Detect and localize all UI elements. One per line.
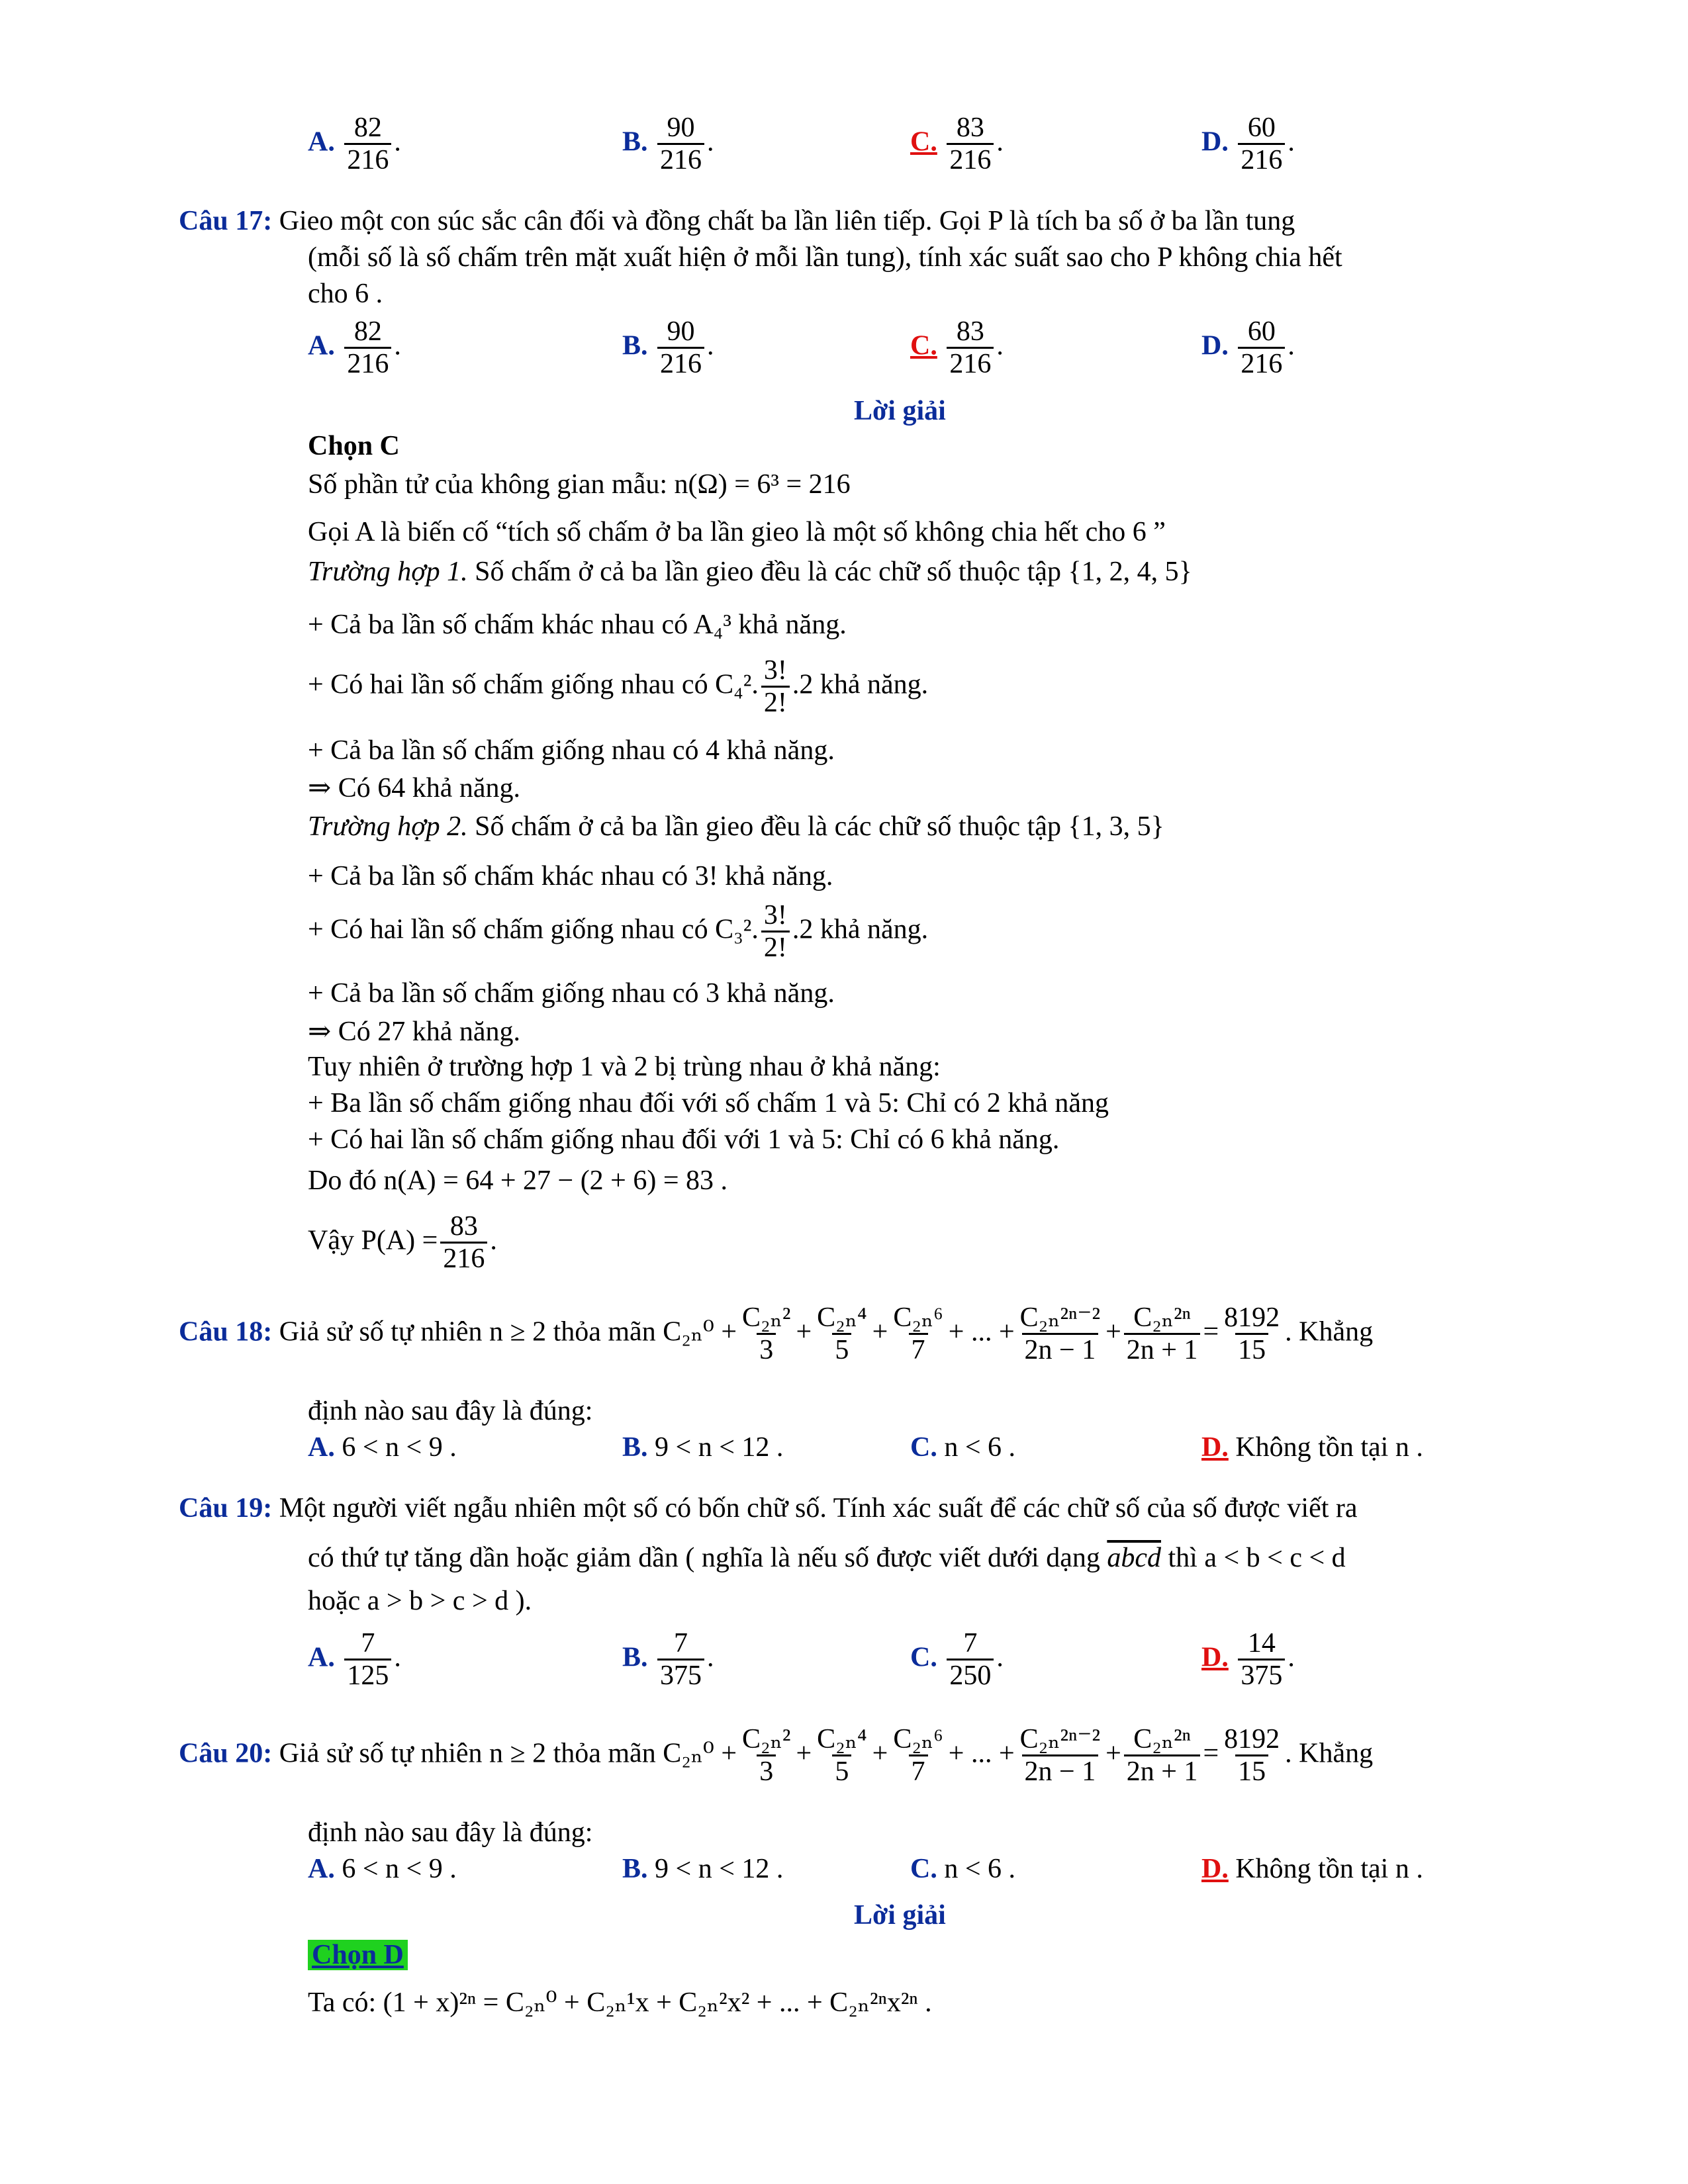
fraction: $\frac{90}{216}$ [657, 316, 704, 379]
q18-line-2: định nào sau đây là đúng: [308, 1396, 593, 1426]
solution-line: + Có hai lần số chấm giống nhau đối với 1 và 5: Chỉ có 6 khả năng. [308, 1124, 1060, 1155]
fraction: $\frac{60}{216}$ [1238, 113, 1285, 175]
q16-option-d[interactable]: D. $\frac{60}{216}$ . [1201, 113, 1295, 176]
q17-option-d[interactable]: D. $\frac{60}{216}$ . [1201, 316, 1295, 380]
question-label: Câu 17: [179, 206, 273, 236]
q20-option-d[interactable]: D. Không tồn tại n . [1201, 1854, 1423, 1884]
answer-choice: Chọn D [308, 1939, 408, 1971]
fraction: $\frac{3!}{2!}$ [761, 655, 790, 718]
fraction: $\frac{7}{250}$ [947, 1628, 994, 1691]
q19-option-d[interactable]: D. $\frac{14}{375}$ . [1201, 1628, 1295, 1692]
fraction: $\frac{83}{216}$ [947, 113, 994, 175]
fraction: $\frac{\text{C₂ₙ²ⁿ⁻²}}{2n - 1}$ [1019, 1302, 1101, 1366]
q17-line-1: Câu 17: Gieo một con súc sắc cân đối và đồng chất ba lần liên tiếp. Gọi P là tích ba số ở ba lần tung [179, 206, 1295, 236]
solution-line: + Có hai lần số chấm giống nhau có C₃². $\frac{3!}{2!}$ .2 khả năng. [308, 900, 929, 964]
fraction: $\frac{82}{216}$ [344, 316, 391, 379]
solution-line: Do đó n(A) = 64 + 27 − (2 + 6) = 83 . [308, 1165, 728, 1196]
solution-line: + Cả ba lần số chấm khác nhau có 3! khả năng. [308, 861, 833, 891]
solution-line: Vậy P(A) = $\frac{83}{216}$ . [308, 1211, 497, 1275]
fraction: $\frac{\text{C₂ₙ⁴}}{5}$ [817, 1302, 867, 1366]
q16-option-b[interactable]: B. $\frac{90}{216}$ . [622, 113, 714, 176]
solution-line: ⇒ Có 64 khả năng. [308, 773, 520, 803]
solution-line: Trường hợp 2. Số chấm ở cả ba lần gieo đều là các chữ số thuộc tập {1, 3, 5} [308, 811, 1164, 842]
q18-option-d[interactable]: D. Không tồn tại n . [1201, 1432, 1423, 1463]
q17-option-c[interactable]: C. $\frac{83}{216}$ . [910, 316, 1004, 380]
fraction: $\frac{\text{C₂ₙ⁴}}{5}$ [817, 1724, 867, 1788]
solution-title: Lời giải [854, 396, 946, 426]
fraction: $\frac{83}{216}$ [440, 1211, 487, 1274]
q20-option-b[interactable]: B. 9 < n < 12 . [622, 1854, 784, 1884]
solution-line: Ta có: (1 + x)²ⁿ = C₂ₙ⁰ + C₂ₙ¹x + C₂ₙ²x² + ... + C₂ₙ²ⁿx²ⁿ . [308, 1987, 932, 2018]
solution-line: ⇒ Có 27 khả năng. [308, 1017, 520, 1047]
q19-option-b[interactable]: B. $\frac{7}{375}$ . [622, 1628, 714, 1692]
fraction: $\frac{90}{216}$ [657, 113, 704, 175]
solution-line: + Cả ba lần số chấm giống nhau có 3 khả năng. [308, 978, 835, 1009]
q17-option-a[interactable]: A. $\frac{82}{216}$ . [308, 316, 401, 380]
fraction: $\frac{\text{C₂ₙ²ⁿ}}{2n + 1}$ [1124, 1302, 1201, 1365]
fraction: $\frac{83}{216}$ [947, 316, 994, 379]
fraction: $\frac{\text{C₂ₙ²ⁿ⁻²}}{2n - 1}$ [1019, 1724, 1101, 1788]
q16-option-c[interactable]: C. $\frac{83}{216}$ . [910, 113, 1004, 176]
fraction: $\frac{3!}{2!}$ [761, 900, 790, 963]
q20-line-1: Câu 20: Giả sử số tự nhiên n ≥ 2 thỏa mãn C₂ₙ⁰ + $\frac{\text{C₂ₙ²}}{3}$ + $\frac{\text{C₂ₙ⁴}}{5}$ + $\frac{\text{C₂ₙ⁶}}{7}$ + ... + $\frac{\text{C₂ₙ²ⁿ⁻²}}{2n - 1}$ + $\frac{\text{C₂ₙ²ⁿ}}{2n + 1}$ = $\frac{8192}{15}$ . Khẳng [179, 1724, 1374, 1788]
fraction: $\frac{7}{125}$ [344, 1628, 391, 1691]
fraction: $\frac{14}{375}$ [1238, 1628, 1285, 1691]
fraction: $\frac{8192}{15}$ [1224, 1302, 1280, 1366]
solution-line: Số phần tử của không gian mẫu: n(Ω) = 6³ = 216 [308, 469, 851, 500]
fraction: $\frac{82}{216}$ [344, 113, 391, 175]
q20-line-2: định nào sau đây là đúng: [308, 1817, 593, 1848]
fraction: $\frac{\text{C₂ₙ²ⁿ}}{2n + 1}$ [1124, 1724, 1201, 1787]
fraction: $\frac{7}{375}$ [657, 1628, 704, 1691]
q18-option-b[interactable]: B. 9 < n < 12 . [622, 1432, 784, 1463]
answer-choice: Chọn C [308, 431, 400, 461]
q19-line-3: hoặc a > b > c > d ). [308, 1586, 532, 1616]
q17-line-3: cho 6 . [308, 279, 383, 309]
q20-option-c[interactable]: C. n < 6 . [910, 1854, 1016, 1884]
fraction: $\frac{\text{C₂ₙ²}}{3}$ [742, 1302, 791, 1366]
fraction: $\frac{\text{C₂ₙ⁶}}{7}$ [893, 1724, 943, 1788]
solution-line: + Ba lần số chấm giống nhau đối với số chấm 1 và 5: Chỉ có 2 khả năng [308, 1088, 1109, 1118]
q19-option-a[interactable]: A. $\frac{7}{125}$ . [308, 1628, 401, 1692]
q18-option-a[interactable]: A. 6 < n < 9 . [308, 1432, 457, 1463]
solution-line: Tuy nhiên ở trường hợp 1 và 2 bị trùng nhau ở khả năng: [308, 1052, 941, 1082]
fraction: $\frac{\text{C₂ₙ²}}{3}$ [742, 1724, 791, 1788]
solution-line: Gọi A là biến cố “tích số chấm ở ba lần gieo là một số không chia hết cho 6 ” [308, 517, 1166, 547]
q17-line-2: (mỗi số là số chấm trên mặt xuất hiện ở mỗi lần tung), tính xác suất sao cho P không chia hết [308, 242, 1342, 273]
fraction: $\frac{60}{216}$ [1238, 316, 1285, 379]
solution-line: + Cả ba lần số chấm giống nhau có 4 khả năng. [308, 735, 835, 766]
fraction: $\frac{\text{C₂ₙ⁶}}{7}$ [893, 1302, 943, 1366]
q19-line-1: Câu 19: Một người viết ngẫu nhiên một số có bốn chữ số. Tính xác suất để các chữ số của số được viết ra [179, 1493, 1358, 1524]
solution-line: + Có hai lần số chấm giống nhau có C₄². $\frac{3!}{2!}$ .2 khả năng. [308, 655, 929, 719]
q17-option-b[interactable]: B. $\frac{90}{216}$ . [622, 316, 714, 380]
q19-line-2: có thứ tự tăng dần hoặc giảm dần ( nghĩa là nếu số được viết dưới dạng abcd thì a < b < c < d [308, 1543, 1346, 1573]
solution-line: + Cả ba lần số chấm khác nhau có A₄³ khả năng. [308, 610, 847, 640]
q18-line-1: Câu 18: Giả sử số tự nhiên n ≥ 2 thỏa mãn C₂ₙ⁰ + $\frac{\text{C₂ₙ²}}{3}$ + $\frac{\text{C₂ₙ⁴}}{5}$ + $\frac{\text{C₂ₙ⁶}}{7}$ + ... + $\frac{\text{C₂ₙ²ⁿ⁻²}}{2n - 1}$ + $\frac{\text{C₂ₙ²ⁿ}}{2n + 1}$ = $\frac{8192}{15}$ . Khẳng [179, 1302, 1374, 1366]
q18-option-c[interactable]: C. n < 6 . [910, 1432, 1016, 1463]
fraction: $\frac{8192}{15}$ [1224, 1724, 1280, 1788]
q16-option-a[interactable]: A. $\frac{82}{216}$ . [308, 113, 401, 176]
q20-option-a[interactable]: A. 6 < n < 9 . [308, 1854, 457, 1884]
solution-line: Trường hợp 1. Số chấm ở cả ba lần gieo đều là các chữ số thuộc tập {1, 2, 4, 5} [308, 557, 1192, 587]
q19-option-c[interactable]: C. $\frac{7}{250}$ . [910, 1628, 1004, 1692]
solution-title: Lời giải [854, 1900, 946, 1931]
